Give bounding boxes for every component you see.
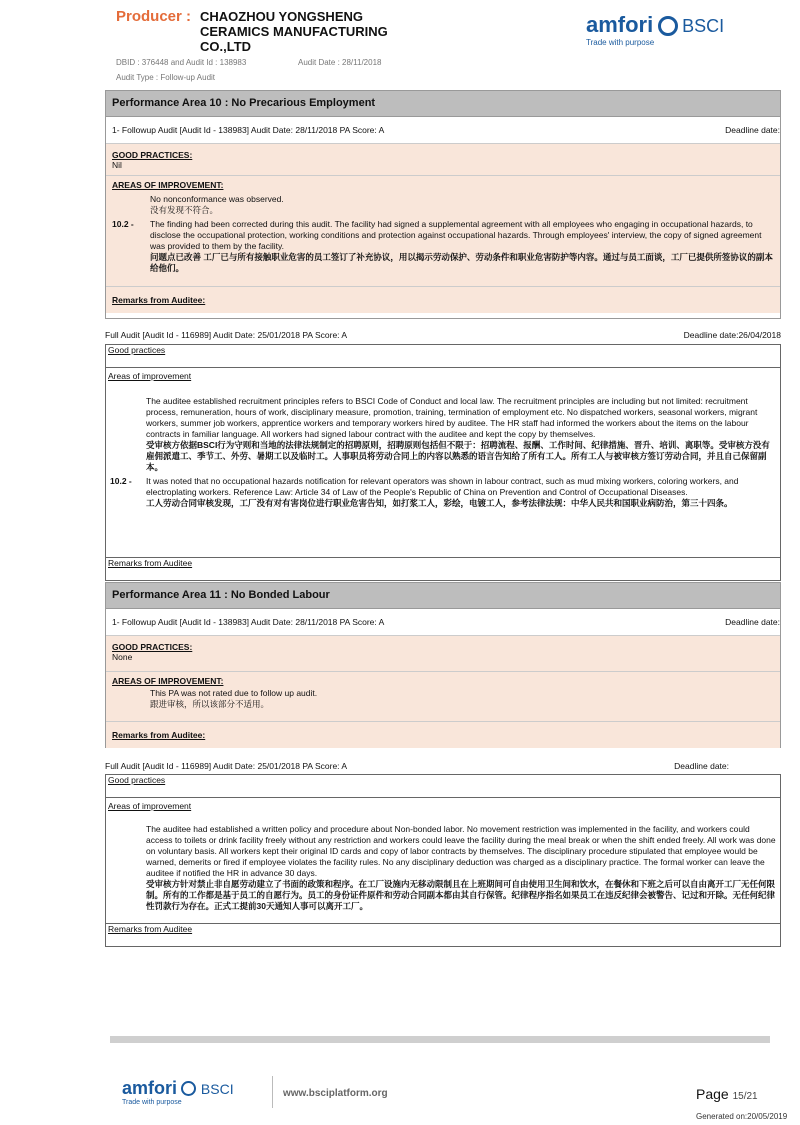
- pa11-deadline: Deadline date:: [725, 617, 780, 627]
- pa10-full-p1-cn: 受审核方依据BSCI行为守则和当地的法律法规制定的招聘原则，招聘原则包括但不限于：招聘流程、报酬、工作时间、纪律措施、晋升、培训、离职等。受审核方没有雇佣派遣工、季节工、外劳、暑期工以及临时工。人事职员将劳动合同上的内容以熟悉的语言告知给了所有工人。所有工人与被审核方签订劳动合同，并且自己保留副本。: [146, 440, 770, 472]
- pa11-full-header: [105, 761, 781, 771]
- pa11-full-areas-title-row: [106, 798, 780, 820]
- pa11-full-areas: Areas of improvement: [108, 801, 192, 811]
- pa11-remarks: Remarks from Auditee:: [112, 730, 206, 740]
- pa10-full-p2-en: It was noted that no occupational hazards notification for relevant operators was shown in labour contract, such as mud mixing workers, coloring workers, and electroplating workers. Reference Law: Article 34 of Law of the People's Republic of China on Prevention and Control of Occupational Diseases.: [146, 476, 739, 497]
- pa11-full-box: [105, 774, 781, 947]
- footer-logo: [122, 1078, 234, 1106]
- pa10-good-value: Nil: [112, 160, 122, 170]
- pa11-full-deadline: Deadline date:: [674, 761, 729, 771]
- pa10-areas-row: [106, 176, 780, 287]
- dbid: DBID : 376448 and Audit Id : 138983: [116, 58, 247, 67]
- producer-name-line: CERAMICS MANUFACTURING: [200, 24, 388, 39]
- page-number: [696, 1086, 758, 1102]
- footer-logo-circle-icon: [181, 1081, 196, 1096]
- pa11-full-p1-en: The auditee had established a written policy and procedure about Non-bonded labor. No movement restriction was implemented in the facility, and workers could access to toilets or drink facility freely without any restriction and workers could leave the facility during the meal break or when the shift ended freely. All work was done on voluntary basis. All workers kept their original ID cards and copy of labor contracts by themselves. The disciplinary procedure stipulated that employee would be warned, demerits or fired if employee violates the facility rules. No any disciplinary deduction was charged as a disciplinary practice. The formal worker can leave the auditee if notified the HR in advance 30 days.: [146, 824, 776, 878]
- pa11-full-p1-cn: 受审核方针对禁止非自愿劳动建立了书面的政策和程序。在工厂设施内无移动限制且在上班期间可自由使用卫生间和饮水，在餐休和下班之后可以自由离开工厂无任何限制。所有的工作都是基于员工的自愿行为。员工的身份证件原件和劳动合同副本都由其自行保管。纪律程序指名如果员工在违反纪律会被警告、记过和开除。无任何纪律性罚款行为存在。正式工提前30天通知人事可以离开工厂。: [146, 879, 776, 911]
- footer-logo-suffix: BSCI: [200, 1081, 234, 1097]
- pa11-areas-1-cn: 跟进审核，所以该部分不适用。: [150, 699, 270, 709]
- audit-type: Audit Type : Follow-up Audit: [116, 73, 216, 82]
- pa10-full-good: Good practices: [108, 345, 166, 355]
- pa11-areas-title: AREAS OF IMPROVEMENT:: [112, 676, 224, 686]
- producer-name: [200, 9, 460, 54]
- page-num: 15/21: [732, 1091, 758, 1102]
- logo-suffix: BSCI: [682, 16, 725, 36]
- audit-date: Audit Date : 28/11/2018: [298, 58, 382, 67]
- pa10-followup-row: [106, 117, 780, 144]
- pa10-areas-2-num: 10.2 -: [112, 219, 134, 229]
- producer-name-line: CHAOZHOU YONGSHENG: [200, 9, 363, 24]
- logo-tagline: Trade with purpose: [586, 38, 655, 47]
- pa10-section: [105, 90, 781, 319]
- pa10-remarks-row: [106, 287, 780, 313]
- pa11-followup-line: 1- Followup Audit [Audit Id - 138983] Audit Date: 28/11/2018 PA Score: A: [112, 617, 385, 627]
- logo-circle-icon: [658, 16, 678, 36]
- pa10-areas-2-cn: 问题点已改善 工厂已与所有接触职业危害的员工签订了补充协议，用以揭示劳动保护、劳动条件和职业危害防护等内容。通过与员工面谈，工厂已提供所签协议的副本给他们。: [150, 252, 773, 273]
- pa11-remarks-row: [106, 722, 780, 748]
- pa11-section: [105, 582, 781, 748]
- pa10-full-areas: Areas of improvement: [108, 371, 192, 381]
- pa11-full-good: Good practices: [108, 775, 166, 785]
- pa10-areas-2-en: The finding had been corrected during this audit. The facility had signed a supplemental agreement with all employees who engaging in occupational hazards, to disclose the occupational protection, working conditions and protection against occupational hazards. Through employees' interview, the copy of signed agreement was provided to them by the facility.: [150, 219, 762, 251]
- pa11-full-remarks-row: [106, 923, 780, 946]
- pa10-deadline: Deadline date:: [725, 125, 780, 135]
- footer-website: www.bsciplatform.org: [283, 1088, 388, 1099]
- pa11-title: Performance Area 11 : No Bonded Labour: [106, 583, 780, 609]
- pa10-areas-title: AREAS OF IMPROVEMENT:: [112, 180, 224, 190]
- pa10-title: Performance Area 10 : No Precarious Employment: [106, 91, 780, 117]
- pa11-followup-row: [106, 609, 780, 636]
- producer-label: Producer :: [116, 8, 192, 25]
- pa10-full-remarks: Remarks from Auditee: [108, 558, 193, 568]
- pa11-full-line: Full Audit [Audit Id - 116989] Audit Date: 25/01/2018 PA Score: A: [105, 761, 348, 771]
- pa11-areas-1-en: This PA was not rated due to follow up audit.: [150, 688, 318, 698]
- pa11-full-remarks: Remarks from Auditee: [108, 924, 193, 934]
- amfori-logo: [586, 12, 786, 52]
- pa10-full-header: [105, 330, 781, 340]
- pa10-full-p2-cn: 工人劳动合同审核发现，工厂没有对有害岗位进行职业危害告知，如打浆工人，彩绘，电镀工人，参考法律法规：中华人民共和国职业病防治，第三十四条。: [146, 498, 733, 508]
- pa10-good-row: [106, 144, 780, 176]
- pa10-good-title: GOOD PRACTICES:: [112, 150, 193, 160]
- pa10-full-remarks-row: [106, 557, 780, 580]
- pa11-full-good-row: [106, 775, 780, 798]
- pa10-remarks: Remarks from Auditee:: [112, 295, 206, 305]
- pa11-good-value: None: [112, 652, 133, 662]
- pa10-areas-1-en: No nonconformance was observed.: [150, 194, 284, 204]
- pa11-areas-row: [106, 672, 780, 722]
- pa10-areas-1-cn: 没有发现不符合。: [150, 205, 219, 215]
- pa11-good-row: [106, 636, 780, 672]
- pa10-full-line: Full Audit [Audit Id - 116989] Audit Date: 25/01/2018 PA Score: A: [105, 330, 348, 340]
- footer-divider: [110, 1036, 770, 1043]
- pa10-full-deadline: Deadline date:26/04/2018: [683, 330, 781, 340]
- generated-date: Generated on:20/05/2019: [696, 1112, 788, 1121]
- pa10-followup-line: 1- Followup Audit [Audit Id - 138983] Audit Date: 28/11/2018 PA Score: A: [112, 125, 385, 135]
- pa10-full-p1-en: The auditee established recruitment principles refers to BSCI Code of Conduct and local law. The recruitment principles are including but not limited: recruitment process, remuneration, hours of work, disciplinary measure, promotion, training, termination of employment etc. No dispatched workers, seasonal workers, migrant workers, summer job workers, apprentice workers and temporary workers hired by auditee. The HR staff had informed the workers about the items on the labour contracts in familiar language. All workers had signed labour contract with the auditee and kept the copy by themselves.: [146, 396, 758, 439]
- footer-logo-brand: amfori: [122, 1078, 178, 1098]
- pa10-full-p2-num: 10.2 -: [110, 476, 132, 486]
- pa10-full-box: [105, 344, 781, 581]
- pa10-full-good-row: [106, 345, 780, 368]
- pa10-areas-2: [112, 219, 774, 274]
- logo-brand: amfori: [586, 12, 654, 37]
- producer-name-line: CO.,LTD: [200, 39, 252, 54]
- pa10-full-areas-title-row: [106, 368, 780, 390]
- footer-logo-tagline: Trade with purpose: [122, 1099, 182, 1106]
- pa11-good-title: GOOD PRACTICES:: [112, 642, 193, 652]
- page-label: Page: [696, 1086, 729, 1102]
- footer-vertical-divider: [272, 1076, 273, 1108]
- pa10-full-p2: [106, 476, 780, 509]
